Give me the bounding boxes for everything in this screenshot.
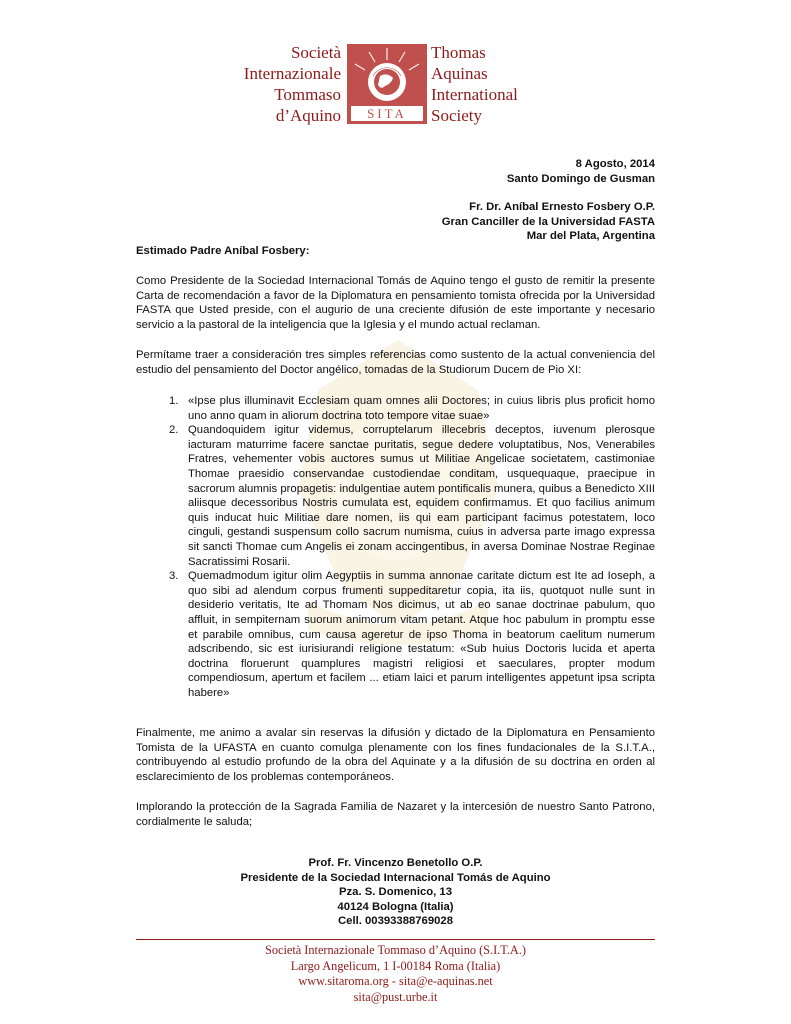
paragraph-intro: Como Presidente de la Sociedad Internacional Tomás de Aquino tengo el gusto de remitir la presente Carta de recomendación a favor de la Diplomatura en pensamiento tomista ofrecida por la Universidad FASTA que Usted preside, con el augurio de una creciente difusión de este importante y necesario servicio a la pastoral de la inteligencia que la Iglesia y el mundo actual reclaman. xyxy=(136,275,655,331)
date-place xyxy=(136,157,655,186)
recipient-name: Fr. Dr. Aníbal Ernesto Fosbery O.P. xyxy=(469,201,655,213)
letterhead-line: Internazionale xyxy=(243,64,341,83)
salutation: Estimado Padre Aníbal Fosbery: xyxy=(136,245,310,257)
signer-title: Presidente de la Sociedad Internacional Tomás de Aquino xyxy=(240,871,551,884)
signer-name: Prof. Fr. Vincenzo Benetollo O.P. xyxy=(308,857,483,869)
logo-label: SITA xyxy=(367,106,407,121)
letterhead-line: International xyxy=(431,85,518,104)
quote-text: Quemadmodum igitur olim Aegyptiis in summa annonae caritate dictum est Ite ad Ioseph, a quo sibi ad alendum corpus frumenti suppeditaretur copia, ita iis, quotquot nulle sunt in desiderio veritatis, Ite ad Thomam Nos dicimus, ut ab eo sanae doctrinae pabulum, quo affluit, in sempiternam suorum animorum vitam petant. Atque hoc pabulum in promptu esse et parabile omnibus, cum causa ageretur de ipso Thoma in beatorum caelitum numerum adscribendo, sic est iurisiurandi religione testatum: «Sub huius Doctoris lucida et aperta doctrina floruerunt quamplures magistri religiosi et saeculares, propter modum compendiosum, apertum et facilem ... etiam laici et parum intelligentes appetunt ipsa scripta habere» xyxy=(188,570,655,699)
letterhead-line: Society xyxy=(431,106,482,125)
quote-text: «Ipse plus illuminavit Ecclesiam quam omnes alii Doctores; in cuius libris plus proficit homo uno anno quam in aliorum doctrina toto tempore vitae suae» xyxy=(188,395,655,422)
letterhead-line: Thomas xyxy=(431,43,486,62)
footer-divider xyxy=(136,939,655,940)
signature-block xyxy=(136,856,655,929)
letterhead-line: Aquinas xyxy=(431,64,488,83)
signer-phone: Cell. 00393388769028 xyxy=(338,915,453,928)
paragraph-closing: Implorando la protección de la Sagrada Familia de Nazaret y la intercesión de nuestro Santo Patrono, cordialmente le saluda; xyxy=(136,801,655,828)
quote-number: 3. xyxy=(169,570,179,583)
letterhead-italian-name xyxy=(244,42,341,126)
letter-date: 8 Agosto, 2014 xyxy=(575,158,655,170)
quote-item xyxy=(136,423,655,569)
letterhead-line: Società xyxy=(290,43,341,62)
letter-place: Santo Domingo de Gusman xyxy=(506,172,655,185)
footer-web-email: www.sitaroma.org - sita@e-aquinas.net xyxy=(298,974,493,989)
footer-email: sita@pust.urbe.it xyxy=(353,989,438,1004)
quote-item xyxy=(136,394,655,423)
signer-address: Pza. S. Domenico, 13 xyxy=(338,886,452,899)
signer-city: 40124 Bologna (Italia) xyxy=(337,900,454,913)
quote-item xyxy=(136,569,655,700)
recipient-location: Mar del Plata, Argentina xyxy=(526,230,655,243)
sita-globe-logo-icon xyxy=(347,44,427,124)
letterhead-line: d’Aquino xyxy=(275,106,341,125)
letter-footer xyxy=(0,943,791,1005)
quote-text: Quandoquidem igitur videmus, corruptelarum illecebris deceptos, iuvenum plerosque iacturam maturrime facere sanctae puritatis, segue dedere voluptatibus, Nos, Venerabiles Fratres, vehementer vobis auctores sumus ut Militiae Angelicae societatem, castimoniae Thomae praesidio conservandae custodiendae conditam, usquequaque, praecipue in sacrorum alumnis propagetis: indulgentiae autem pontificalis munera, quibus a Benedicto XIII aliisque decessoribus Nostris cumulata est, equidem confirmamus. Et quo facilius animum quis inducat huic Militiae dare nomen, iis qui eam participant facimus potestatem, loco cinguli, gestandi suspensum collo sacrum numisma, cuius in adversa parte imago expressa sit sancti Thomae cum Angelis ei zonam accingentibus, in aversa Dominae Nostrae Reginae Sacratissimi Rosarii. xyxy=(188,424,655,568)
recipient-block xyxy=(136,200,655,244)
quote-number: 2. xyxy=(169,424,179,437)
footer-address: Largo Angelicum, 1 I-00184 Roma (Italia) xyxy=(290,958,501,973)
paragraph-endorsement: Finalmente, me animo a avalar sin reservas la difusión y dictado de la Diplomatura en Pensamiento Tomista de la UFASTA en cuanto comulga plenamente con los fines fundacionales de la S.I.T.A., contribuyendo al estudio profundo de la obra del Aquinate y a la difusión de su doctrina en orden al esclarecimiento de los problemas contemporáneos. xyxy=(136,727,655,783)
letterhead-english-name xyxy=(431,42,518,126)
footer-org-name: Società Internazionale Tommaso d’Aquino (S.I.T.A.) xyxy=(265,943,526,957)
paragraph-references: Permítame traer a consideración tres simples referencias como sustento de la actual conveniencia del estudio del pensamiento del Doctor angélico, tomadas de la Studiorum Ducem de Pio XI: xyxy=(136,349,655,376)
letterhead xyxy=(0,42,791,126)
quote-number: 1. xyxy=(169,395,179,407)
recipient-title: Gran Canciller de la Universidad FASTA xyxy=(441,215,655,228)
letterhead-line: Tommaso xyxy=(274,85,341,104)
quotes-list xyxy=(136,394,655,700)
